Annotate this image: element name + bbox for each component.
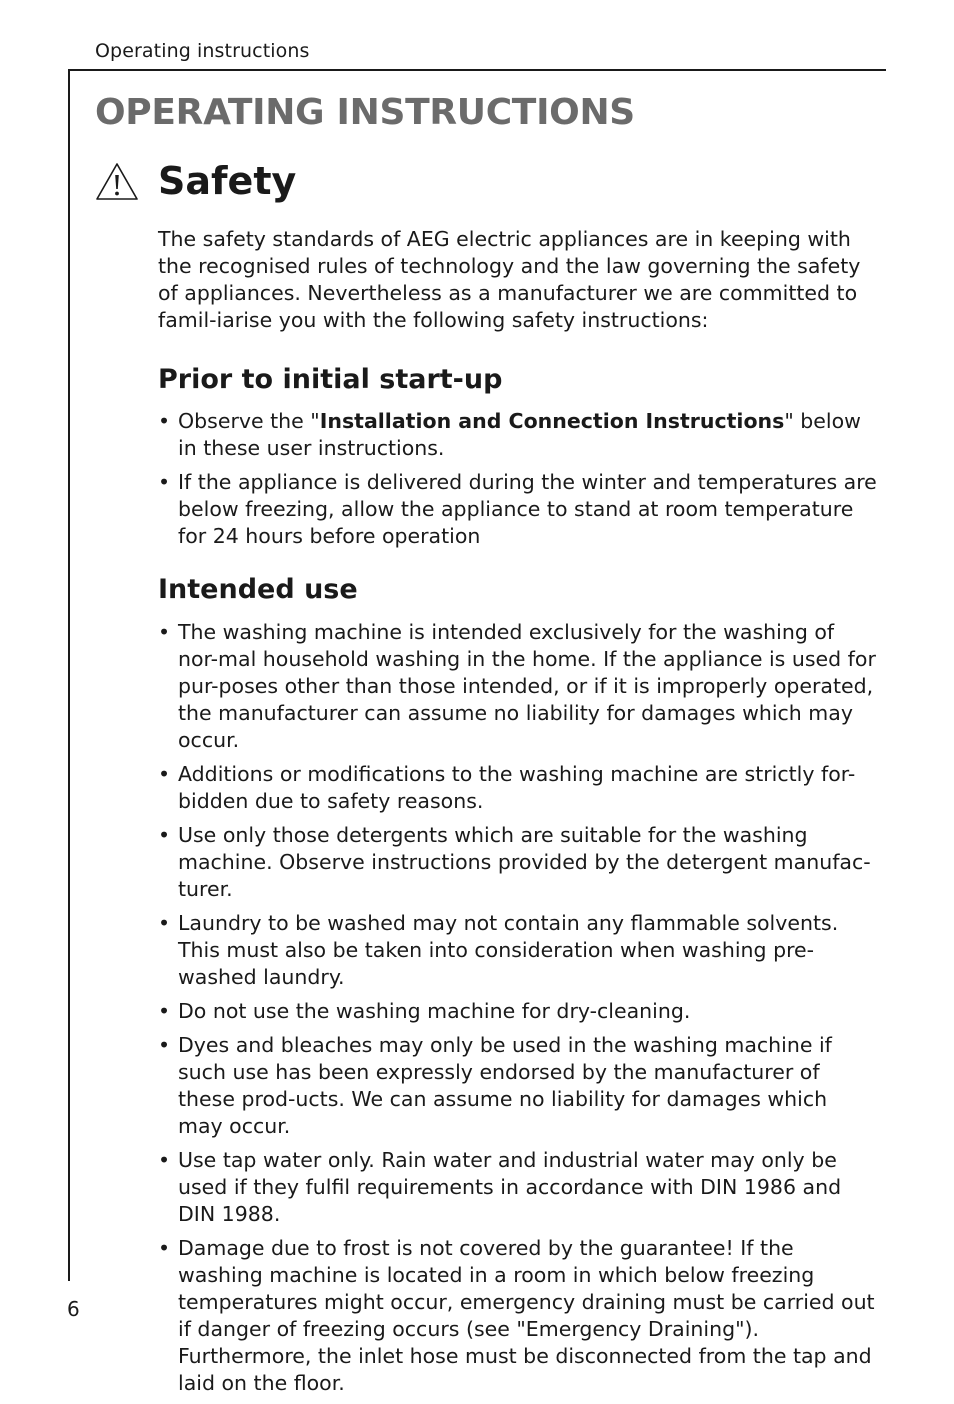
section-heading [95,156,875,208]
list-item: • If the appliance is delivered during the winter and temperatures are below freezing, allow the appliance to stand at room temperature for 24 hours before operation [158,469,878,550]
list-item: • Additions or modifications to the washing machine are strictly for-bidden due to safety reasons. [158,761,878,815]
subheading-intended-use: Intended use [158,574,358,605]
intro-paragraph: The safety standards of AEG electric appliances are in keeping with the recognised rules of technology and the law governing the safety of appliances. Nevertheless as a manufacturer we are committed to famil-iarise you with the following safety instructions: [158,227,861,332]
list-item-text: " below in these user instructions. [178,409,861,460]
warning-triangle-icon [95,162,139,202]
intended-use-list [158,619,878,1397]
left-margin-rule [68,69,70,1281]
list-item: • Dyes and bleaches may only be used in the washing machine if such use has been expressly endorsed by the manufacturer of these prod-ucts. We can assume no liability for damages which may occur. [158,1032,878,1140]
list-item: • Use only those detergents which are suitable for the washing machine. Observe instructions provided by the detergent manufac-turer. [158,822,878,903]
page-body [158,226,878,1404]
list-item: • Laundry to be washed may not contain any flammable solvents. This must also be taken into consideration when washing pre-washed laundry. [158,910,878,991]
section-title: Safety [158,159,297,203]
installation-reference: Installation and Connection Instructions [319,409,785,433]
list-item [158,408,878,462]
list-item: • Do not use the washing machine for dry-cleaning. [158,998,878,1025]
list-item: • Damage due to frost is not covered by the guarantee! If the washing machine is located in a room in which below freezing temperatures might occur, emergency draining must be carried out if danger of freezing occurs (see "Emergency Draining"). Furthermore, the inlet hose must be disconnected from the tap and laid on the floor. [158,1235,878,1397]
list-item-text: Observe the " [178,409,320,433]
list-item: • Use tap water only. Rain water and industrial water may only be used if they fulfil requirements in accordance with DIN 1986 and DIN 1988. [158,1147,878,1228]
list-item: • The washing machine is intended exclusively for the washing of nor-mal household washing in the home. If the appliance is used for pur-poses other than those intended, or if it is improperly operated, the manufacturer can assume no liability for damages which may occur. [158,619,878,754]
subheading-prior-startup: Prior to initial start-up [158,364,503,395]
prior-startup-list [158,408,878,550]
page-number: 6 [67,1297,80,1321]
top-rule-divider [68,69,886,71]
running-header: Operating instructions [95,40,310,62]
chapter-title: OPERATING INSTRUCTIONS [95,92,635,133]
